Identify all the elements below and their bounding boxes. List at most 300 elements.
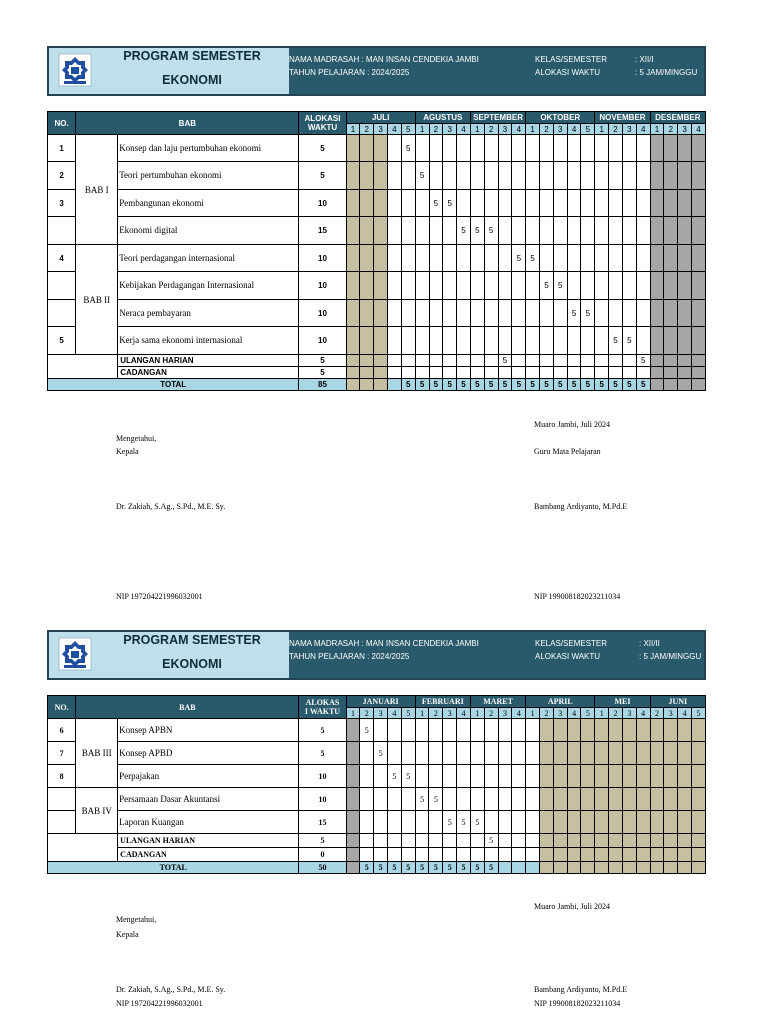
week-number: 5 (401, 124, 415, 135)
total-row (48, 379, 706, 391)
total-label: TOTAL (48, 862, 299, 874)
week-cell (567, 742, 581, 765)
week-number: 2 (609, 708, 623, 719)
week-cell: 5 (484, 862, 498, 874)
week-cell (415, 245, 429, 272)
col-header-no: NO. (48, 696, 76, 719)
week-cell (457, 162, 471, 190)
week-cell (484, 245, 498, 272)
sem2-schedule-table (47, 695, 706, 874)
week-cell (388, 834, 402, 848)
week-cell (567, 848, 581, 862)
week-cell (457, 765, 471, 788)
week-number: 5 (692, 708, 706, 719)
week-cell (595, 327, 609, 355)
week-number: 4 (636, 124, 650, 135)
bab-group-label: BAB II (76, 245, 118, 355)
week-cell (581, 272, 595, 300)
week-cell (595, 162, 609, 190)
week-cell (692, 367, 706, 379)
week-cell (650, 272, 664, 300)
week-cell (388, 848, 402, 862)
sem2-guru-name: Bambang Ardiyanto, M.Pd.E (534, 985, 628, 994)
week-cell (360, 742, 374, 765)
week-cell: 5 (415, 162, 429, 190)
total-alokasi: 50 (299, 862, 346, 874)
week-cell (678, 355, 692, 367)
row-number: 1 (48, 135, 76, 162)
summary-row (48, 834, 706, 848)
week-cell (650, 190, 664, 217)
week-cell (360, 765, 374, 788)
week-cell: 5 (622, 327, 636, 355)
week-cell (692, 811, 706, 834)
week-cell (622, 719, 636, 742)
week-cell (512, 162, 526, 190)
topic-name: Kerja sama ekonomi internasional (118, 327, 299, 355)
week-cell (540, 327, 554, 355)
week-cell (360, 811, 374, 834)
week-cell (526, 765, 540, 788)
week-cell (526, 719, 540, 742)
alokasi-value: 15 (299, 811, 346, 834)
week-cell: 5 (429, 379, 443, 391)
week-cell (346, 300, 360, 327)
week-cell (457, 135, 471, 162)
week-cell (512, 719, 526, 742)
week-cell (388, 327, 402, 355)
bab-group-label: BAB IV (76, 788, 118, 834)
week-cell: 5 (484, 834, 498, 848)
sem1-guru-name: Bambang Ardiyanto, M.Pd.E (534, 502, 628, 511)
week-cell (664, 272, 678, 300)
week-cell (443, 848, 457, 862)
week-cell: 5 (401, 765, 415, 788)
week-cell (664, 862, 678, 874)
week-cell (609, 862, 623, 874)
row-number (48, 272, 76, 300)
week-cell (581, 834, 595, 848)
week-number: 3 (498, 708, 512, 719)
sem1-schedule-table (47, 111, 706, 391)
week-cell: 5 (443, 379, 457, 391)
week-cell (443, 788, 457, 811)
week-cell (346, 162, 360, 190)
week-cell (401, 272, 415, 300)
week-cell (567, 272, 581, 300)
week-cell (526, 862, 540, 874)
week-cell (374, 162, 388, 190)
week-cell (692, 862, 706, 874)
week-cell (581, 862, 595, 874)
week-cell (429, 327, 443, 355)
week-number: 1 (595, 124, 609, 135)
week-cell (650, 379, 664, 391)
week-number: 2 (360, 708, 374, 719)
week-cell (609, 834, 623, 848)
week-cell (415, 834, 429, 848)
week-number: 1 (415, 124, 429, 135)
week-cell (664, 742, 678, 765)
madrasah-logo-icon (58, 53, 92, 87)
week-cell (553, 765, 567, 788)
week-number: 1 (650, 124, 664, 135)
week-cell (429, 135, 443, 162)
week-cell: 5 (609, 379, 623, 391)
week-cell: 5 (484, 379, 498, 391)
week-cell (457, 367, 471, 379)
week-cell (650, 355, 664, 367)
week-cell (581, 788, 595, 811)
week-cell (526, 742, 540, 765)
alokasi-value: 5 (299, 719, 346, 742)
week-cell (650, 848, 664, 862)
week-cell (609, 719, 623, 742)
week-cell (581, 742, 595, 765)
week-cell: 5 (429, 862, 443, 874)
week-cell (553, 862, 567, 874)
week-cell (595, 272, 609, 300)
col-header-alokasi (299, 112, 346, 135)
week-cell (498, 811, 512, 834)
week-cell (540, 811, 554, 834)
week-cell (401, 788, 415, 811)
week-cell (692, 742, 706, 765)
table-row (48, 719, 706, 742)
week-cell (498, 834, 512, 848)
week-cell (346, 367, 360, 379)
week-cell (374, 300, 388, 327)
week-cell: 5 (388, 765, 402, 788)
week-cell (678, 162, 692, 190)
week-cell: 5 (415, 862, 429, 874)
week-cell (374, 272, 388, 300)
week-cell (636, 245, 650, 272)
sem2-kepala-label: Kepala (116, 930, 139, 939)
col-header-alokasi-line1: ALOKASI (304, 114, 341, 123)
week-cell: 5 (401, 135, 415, 162)
summary-spacer (48, 834, 118, 848)
week-cell (429, 811, 443, 834)
week-cell (581, 162, 595, 190)
week-cell (622, 355, 636, 367)
week-cell (526, 355, 540, 367)
week-cell (470, 834, 484, 848)
row-number: 2 (48, 162, 76, 190)
week-cell (692, 190, 706, 217)
week-cell (512, 367, 526, 379)
week-cell (346, 788, 360, 811)
week-cell (512, 862, 526, 874)
topic-name: Konsep APBN (118, 719, 299, 742)
alokasi-value: 10 (299, 300, 346, 327)
week-number: 4 (567, 124, 581, 135)
sem1-kelas-label: KELAS/SEMESTER (535, 55, 608, 64)
table-row (48, 742, 706, 765)
week-cell: 5 (636, 379, 650, 391)
week-cell (360, 190, 374, 217)
sem2-kelas-value: : XII/II (639, 639, 660, 648)
week-cell (415, 300, 429, 327)
week-cell (581, 367, 595, 379)
week-cell (360, 379, 374, 391)
sem2-mengetahui: Mengetahui, (116, 915, 157, 924)
week-cell (457, 190, 471, 217)
week-cell (553, 742, 567, 765)
week-number: 4 (388, 124, 402, 135)
week-number: 3 (622, 124, 636, 135)
month-header: DESEMBER (650, 112, 705, 124)
week-cell (553, 355, 567, 367)
week-cell (346, 327, 360, 355)
week-cell (401, 367, 415, 379)
week-cell (498, 848, 512, 862)
week-cell (526, 834, 540, 848)
sem2-alokasi-label: ALOKASI WAKTU (535, 652, 601, 661)
week-cell (457, 245, 471, 272)
week-cell (692, 765, 706, 788)
week-number: 4 (567, 708, 581, 719)
week-cell (540, 719, 554, 742)
week-cell: 5 (526, 379, 540, 391)
week-cell (650, 788, 664, 811)
week-cell (388, 788, 402, 811)
week-cell: 5 (622, 379, 636, 391)
week-cell (374, 190, 388, 217)
week-cell (664, 162, 678, 190)
summary-label: ULANGAN HARIAN (118, 355, 299, 367)
week-cell (360, 327, 374, 355)
alokasi-value: 10 (299, 327, 346, 355)
week-cell (470, 272, 484, 300)
week-cell (484, 190, 498, 217)
week-cell (581, 811, 595, 834)
week-cell (581, 355, 595, 367)
week-cell (360, 848, 374, 862)
week-cell (581, 719, 595, 742)
week-cell: 5 (526, 245, 540, 272)
month-header: JANUARI (346, 696, 415, 708)
topic-name: Kebijakan Perdagangan Internasional (118, 272, 299, 300)
month-header: APRIL (526, 696, 595, 708)
week-cell (415, 719, 429, 742)
week-cell (388, 355, 402, 367)
week-cell (664, 245, 678, 272)
week-cell (498, 765, 512, 788)
week-cell (470, 190, 484, 217)
week-cell (360, 788, 374, 811)
sem1-header (47, 46, 706, 96)
week-cell (429, 834, 443, 848)
week-cell (595, 742, 609, 765)
week-cell (540, 765, 554, 788)
alokasi-value: 15 (299, 217, 346, 245)
week-cell (484, 272, 498, 300)
week-cell (415, 765, 429, 788)
week-cell: 5 (470, 217, 484, 245)
week-cell (512, 848, 526, 862)
week-cell (664, 834, 678, 848)
week-cell (498, 367, 512, 379)
week-cell (470, 719, 484, 742)
week-cell (526, 300, 540, 327)
sem1-place-date: Muaro Jambi, Juli 2024 (534, 420, 610, 429)
summary-spacer (48, 848, 118, 862)
week-number: 1 (595, 708, 609, 719)
week-cell (484, 811, 498, 834)
summary-spacer (48, 355, 118, 367)
week-number: 3 (553, 708, 567, 719)
week-cell (664, 300, 678, 327)
week-cell (664, 327, 678, 355)
week-cell (512, 217, 526, 245)
week-cell: 5 (609, 327, 623, 355)
week-cell: 5 (553, 272, 567, 300)
row-number: 7 (48, 742, 76, 765)
week-cell (443, 719, 457, 742)
week-cell (512, 327, 526, 355)
week-cell (567, 367, 581, 379)
week-cell (678, 217, 692, 245)
row-number (48, 788, 76, 811)
week-cell (360, 272, 374, 300)
topic-name: Neraca pembayaran (118, 300, 299, 327)
week-cell (636, 300, 650, 327)
week-cell (526, 367, 540, 379)
week-cell: 5 (401, 862, 415, 874)
week-cell: 5 (443, 811, 457, 834)
week-cell: 5 (498, 355, 512, 367)
month-header: OKTOBER (526, 112, 595, 124)
week-cell: 5 (429, 788, 443, 811)
week-cell (581, 245, 595, 272)
week-cell (360, 217, 374, 245)
month-header: FEBRUARI (415, 696, 470, 708)
row-number: 8 (48, 765, 76, 788)
week-cell (678, 788, 692, 811)
week-cell (567, 862, 581, 874)
week-cell (346, 355, 360, 367)
week-cell (678, 719, 692, 742)
col-header-bab: BAB (76, 112, 299, 135)
week-cell (650, 245, 664, 272)
week-number: 2 (429, 708, 443, 719)
week-number: 5 (401, 708, 415, 719)
week-cell (664, 190, 678, 217)
sem2-nama-madrasah: NAMA MADRASAH : MAN INSAN CENDEKIA JAMBI (289, 639, 479, 648)
week-cell: 5 (457, 379, 471, 391)
week-cell (636, 719, 650, 742)
week-cell (443, 355, 457, 367)
week-number: 2 (429, 124, 443, 135)
week-cell (678, 300, 692, 327)
week-cell (526, 190, 540, 217)
sem1-kepala-name: Dr. Zakiah, S.Ag., S.Pd., M.E. Sy. (116, 502, 226, 511)
week-cell (678, 135, 692, 162)
week-cell (429, 217, 443, 245)
week-cell (650, 327, 664, 355)
week-cell: 5 (457, 862, 471, 874)
week-cell: 5 (512, 245, 526, 272)
month-header: SEPTEMBER (470, 112, 525, 124)
sem2-kepala-nip: NIP 197204221996032001 (116, 999, 203, 1008)
week-number: 2 (484, 708, 498, 719)
week-cell (429, 355, 443, 367)
week-cell (401, 742, 415, 765)
week-cell (443, 327, 457, 355)
week-cell: 5 (540, 379, 554, 391)
week-cell (622, 788, 636, 811)
week-cell (636, 862, 650, 874)
week-number: 1 (526, 708, 540, 719)
sem2-header (47, 630, 706, 680)
week-cell: 5 (595, 379, 609, 391)
sem2-header-info (289, 632, 704, 678)
week-cell (567, 834, 581, 848)
week-cell (415, 811, 429, 834)
week-cell: 5 (401, 379, 415, 391)
week-cell (512, 355, 526, 367)
week-cell (374, 834, 388, 848)
week-cell (374, 379, 388, 391)
week-cell (567, 135, 581, 162)
week-cell (470, 300, 484, 327)
month-header: MARET (470, 696, 525, 708)
week-cell (388, 811, 402, 834)
week-cell (484, 742, 498, 765)
week-cell (553, 245, 567, 272)
sem1-mengetahui: Mengetahui, (116, 434, 157, 443)
week-cell (622, 765, 636, 788)
week-cell (692, 848, 706, 862)
week-cell (401, 327, 415, 355)
week-cell (609, 367, 623, 379)
week-cell (678, 765, 692, 788)
table-row (48, 788, 706, 811)
week-cell (622, 367, 636, 379)
week-cell (498, 162, 512, 190)
total-row (48, 862, 706, 874)
sem1-kelas-value: : XII/I (635, 55, 654, 64)
week-cell (498, 135, 512, 162)
week-cell (650, 135, 664, 162)
week-cell (360, 162, 374, 190)
week-cell (443, 272, 457, 300)
week-cell (567, 788, 581, 811)
week-cell: 5 (636, 355, 650, 367)
week-number: 4 (457, 124, 471, 135)
week-cell: 5 (567, 300, 581, 327)
week-cell (650, 811, 664, 834)
table-row (48, 765, 706, 788)
week-number: 2 (484, 124, 498, 135)
week-cell (692, 135, 706, 162)
week-cell (650, 862, 664, 874)
sem1-title-line2: EKONOMI (162, 73, 222, 87)
week-cell (540, 355, 554, 367)
week-cell: 5 (540, 272, 554, 300)
week-cell (346, 217, 360, 245)
week-cell (581, 135, 595, 162)
week-number: 3 (678, 124, 692, 135)
week-cell (512, 190, 526, 217)
week-cell (484, 162, 498, 190)
week-cell (401, 834, 415, 848)
week-cell (609, 190, 623, 217)
table-row (48, 327, 706, 355)
week-cell (664, 811, 678, 834)
week-cell (429, 245, 443, 272)
